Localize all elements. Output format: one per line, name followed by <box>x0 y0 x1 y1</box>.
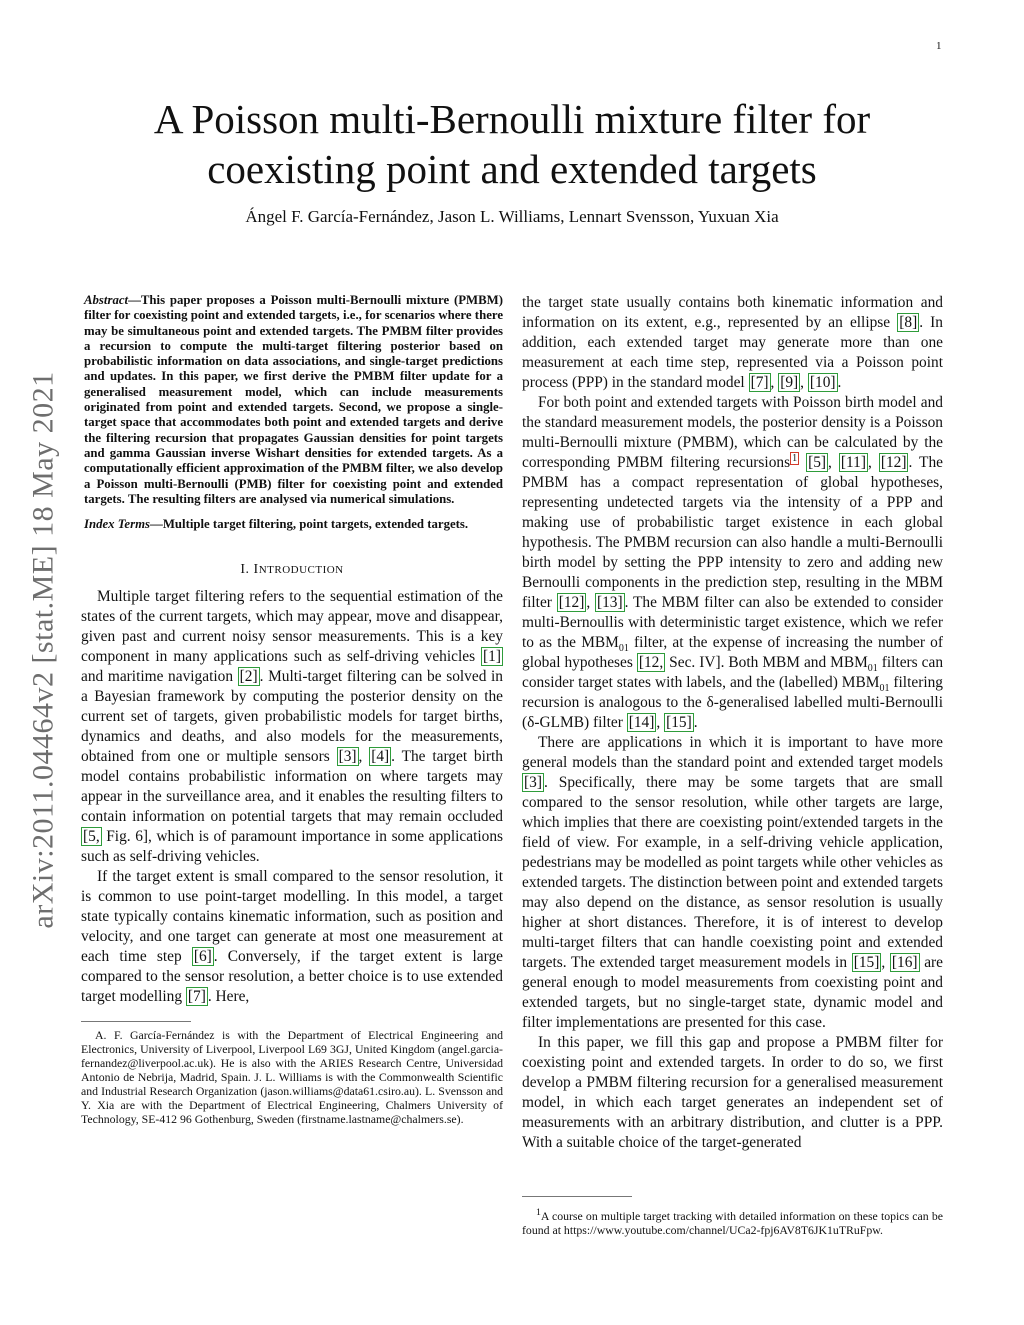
footnote-number: 1 <box>536 1207 541 1218</box>
right-paragraph-2 <box>522 393 943 733</box>
arxiv-sidebar <box>22 340 66 960</box>
citation-link[interactable]: [15] <box>853 954 880 971</box>
subscript: 01 <box>879 683 890 695</box>
index-terms-text: —Multiple target filtering, point targets, extended targets. <box>150 517 469 532</box>
text-run: Multiple target filtering refers to the sequential estimation of the states of the current targets, which may appear, move and disappear, given past and current noisy sensor measurements. This is a key component in many applications such as self-driving vehicles <box>81 588 503 666</box>
text-run: . <box>693 714 698 731</box>
text-run: . Specifically, there may be some targets that are small compared to the sensor resolution, while other targets are large, which implies that there are coexisting point/extended targets in the field of view. For example, in a self-driving vehicle application, pedestrians may be modelled as point targets while other vehicles as extended targets. The distinction between point and extended targets may also depend on the distance, as sensor resolution is usually higher at short distances. Therefore, it is of interest to develop multi-target filters that can handle coexisting point and extended targets. The extended target measurement models in <box>522 774 943 971</box>
right-paragraph-3 <box>522 733 943 1033</box>
right-paragraph-1 <box>522 293 943 393</box>
footnote-text: A course on multiple target tracking with detailed information on these topics can be found at https://www.youtube.com/channel/UCa2-fpj6AV8T6JK1uTRuFpw. <box>522 1208 943 1237</box>
citation-link[interactable]: [13] <box>596 594 623 611</box>
right-paragraph-4 <box>522 1033 943 1153</box>
text-run: filter, at the expense of increasing the number of global hypotheses <box>522 634 943 671</box>
abstract-label: Abstract <box>84 293 129 307</box>
text-run: , <box>770 374 779 391</box>
text-run: There are applications in which it is important to have more general models than the standard point and extended target models <box>522 734 943 771</box>
text-run: , <box>828 454 839 471</box>
text-run: . The PMBM has a compact representation of global hypotheses, representing undetected targets via the intensity of a PPP and making use of probabilistic target existence in each global hypothesis. The PMBM recursion can also handle a multi-Bernoulli birth model by setting the PPP intensity to zero and adding new Bernoulli components in the prediction step, resulting in the MBM filter <box>522 454 943 611</box>
text-run: filters can consider target states with labels, and the (labelled) MBM <box>522 654 944 691</box>
citation-link[interactable]: [3] <box>524 774 542 791</box>
section-heading-introduction <box>81 560 503 580</box>
text-run: . <box>837 374 842 391</box>
abstract-text: —This paper proposes a Poisson multi-Bernoulli mixture (PMBM) filter for coexisting point and extended targets, i.e., for scenarios where there may be simultaneous point and extended targets. The PMBM filter provides a recursion to compute the multi-target filtering posterior based on probabilistic information on data associations, and single-target predictions and updates. In this paper, we first derive the PMBM filter update for a generalised measurement model, which can include measurements originated from point and extended targets. Second, we propose a single-target space that accommodates both point and extended targets and derive the filtering recursion that propagates Gaussian densities for point targets and gamma Gaussian inverse Wishart densities for extended targets. As a computationally efficient approximation of the PMBM filter, we also develop a Poisson multi-Bernoulli (PMB) filter for coexisting point and extended targets. The resulting filters are analysed via numerical simulations. <box>84 293 503 506</box>
section-numeral: I. <box>240 562 250 578</box>
citation-link[interactable]: [11] <box>840 454 866 471</box>
subscript: 01 <box>618 643 629 655</box>
index-terms-label: Index Terms <box>84 517 151 532</box>
footnote-divider <box>522 1196 632 1197</box>
citation-link[interactable]: [7] <box>750 374 769 391</box>
citation-link[interactable]: [10] <box>809 374 836 391</box>
footnote-divider <box>81 1021 191 1022</box>
citation-link[interactable]: [3] <box>338 748 357 766</box>
affiliation-footnote: A. F. García-Fernández is with the Department of Electrical Engineering and Electronics, University of Liverpool, Liverpool L69 3GJ, United Kingdom (angel.garcia-fernandez@liverpool.ac.uk). He is also with the ARIES Research Centre, Universidad Antonio de Nebrija, Madrid, Spain. J. L. Williams is with the Commonwealth Scientific and Industrial Research Organization (jason.williams@data61.csiro.au). L. Svensson and Y. Xia are with the Department of Electrical Engineering, Chalmers University of Technology, SE-412 96 Gothenburg, Sweden (firstname.lastname@chalmers.se). <box>81 1028 503 1127</box>
citation-link[interactable]: [8] <box>899 314 918 331</box>
citation-link[interactable]: [1] <box>483 648 501 666</box>
text-run: , <box>800 374 808 391</box>
citation-link[interactable]: [12, <box>638 654 664 671</box>
text-run: . Here, <box>207 988 250 1006</box>
title-line-2: coexisting point and extended targets <box>207 146 817 192</box>
text-run: . Conversely, if the target extent is large compared to the sensor resolution, a better choice is to use extended target modelling <box>81 948 503 1006</box>
citation-link[interactable]: [12] <box>880 454 907 471</box>
text-run: , <box>867 454 879 471</box>
citation-link[interactable]: [14] <box>628 714 655 731</box>
left-column <box>81 293 503 1126</box>
title-line-1: A Poisson multi-Bernoulli mixture filter for <box>153 96 871 142</box>
paper-title <box>110 94 914 194</box>
section-title-rest: NTRODUCTION <box>258 564 344 577</box>
text-run: , <box>656 714 665 731</box>
course-footnote <box>522 1206 943 1237</box>
citation-link[interactable]: [16] <box>891 954 918 971</box>
text-run: filtering recursion is analogous to the δ-generalised labelled multi-Bernoulli (δ-GLMB) filter <box>522 674 943 731</box>
citation-link[interactable]: [9] <box>780 374 799 391</box>
text-run: , <box>586 594 595 611</box>
citation-link[interactable]: [5, <box>83 828 100 846</box>
citation-link[interactable]: [5] <box>808 454 827 471</box>
text-run: , <box>881 954 890 971</box>
arxiv-identifier: arXiv:2011.04464v2 [stat.ME] 18 May 2021 <box>27 371 61 929</box>
citation-link[interactable]: [4] <box>371 748 390 766</box>
text-run: . In addition, each extended target may generate more than one measurement at each time step, represented via a Poisson point process (PPP) in the standard model <box>522 314 943 391</box>
footnote-marker-link[interactable]: 1 <box>792 452 798 464</box>
text-run: Fig. 6], which is of paramount importance in some applications such as self-driving vehicles. <box>81 828 503 866</box>
citation-link[interactable]: [7] <box>187 988 206 1006</box>
abstract <box>81 293 503 507</box>
text-run: , <box>358 748 370 766</box>
intro-paragraph-1 <box>81 587 503 867</box>
intro-paragraph-2 <box>81 867 503 1007</box>
text-run: . The MBM filter can also be extended to consider multi-Bernoullis with deterministic target existence, which we refer to as the MBM <box>522 594 943 651</box>
text-run: the target state usually contains both kinematic information and information on its extent, e.g., represented by an ellipse <box>522 294 943 331</box>
text-run: Sec. IV]. Both MBM and MBM <box>665 654 868 671</box>
text-run: . Multi-target filtering can be solved in a Bayesian framework by computing the posterior density on the current set of targets, given probabilistic models for target births, dynamics and deaths, and also models for the measurements, obtained from one or multiple sensors <box>81 668 504 766</box>
citation-link[interactable]: [12] <box>558 594 585 611</box>
text-run: If the target extent is small compared to the sensor resolution, it is common to use point-target modelling. In this model, a target state typically contains kinematic information, such as position and velocity, and one target can generate at most one measurement at each time step <box>81 868 503 966</box>
section-first-letter: I <box>253 562 259 578</box>
text-run: . The target birth model contains probabilistic information on where targets may appear in the surveillance area, and it enables the resulting filters to contain information on potential targets that may remain occluded <box>81 748 503 826</box>
citation-link[interactable]: [6] <box>193 948 212 966</box>
page-number: 1 <box>936 40 942 52</box>
subscript: 01 <box>867 663 878 675</box>
author-list: Ángel F. García-Fernández, Jason L. Williams, Lennart Svensson, Yuxuan Xia <box>245 207 779 226</box>
text-run: For both point and extended targets with Poisson birth model and the standard measurement models, the posterior density is a Poisson multi-Bernoulli mixture (PMBM), which can be calculated by the corresponding PMBM filtering recursions <box>522 394 943 471</box>
citation-link[interactable]: [15] <box>666 714 692 731</box>
text-run: In this paper, we fill this gap and propose a PMBM filter for coexisting point and extended targets. In order to do so, we first develop a PMBM filtering recursion for a generalised measurement model, in which each target generates an independent set of measurements with an arbitrary distribution, and clutter is a PPP. With a suitable choice of the target-generated <box>522 1034 943 1151</box>
citation-link[interactable]: [2] <box>239 668 258 686</box>
text-run: and maritime navigation <box>81 668 238 686</box>
text-run: are general enough to model measurements from coexisting point and extended targets, but no single-target state, dynamic model and filter implementations are presented for this case. <box>522 954 943 1031</box>
right-column <box>522 293 943 1153</box>
index-terms <box>81 517 503 532</box>
